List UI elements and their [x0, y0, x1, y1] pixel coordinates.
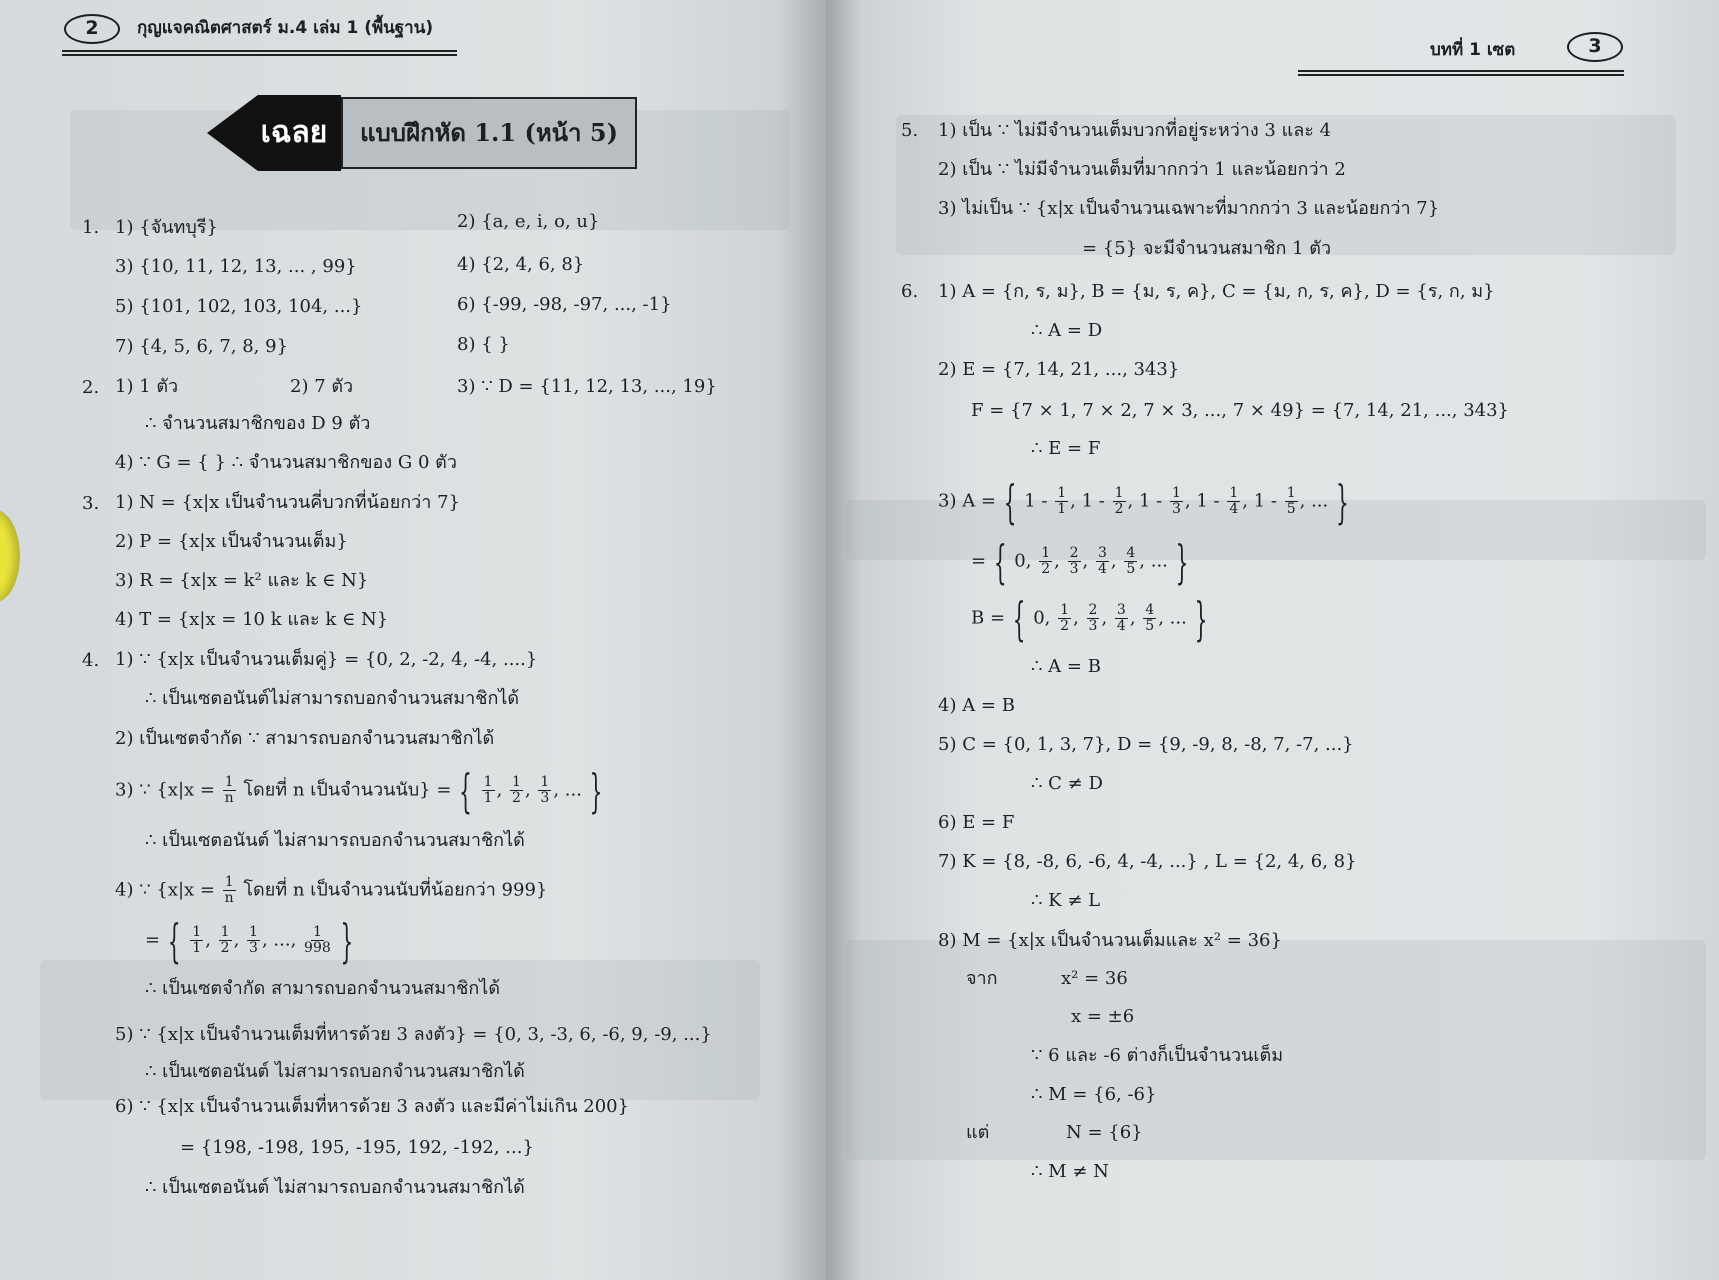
fraction-den: 5 [1145, 618, 1155, 634]
answer-line: ∴ M = {6, -6} [1031, 1084, 1157, 1105]
fraction [1115, 603, 1128, 634]
fraction [219, 925, 232, 956]
fraction-den: 4 [1229, 501, 1239, 517]
fraction-den: 3 [249, 940, 258, 956]
ellipsis: ... [1150, 550, 1168, 572]
answer-line: 3) A = { 1 - $\frac{1}{1}$ , 1 - $\frac{1}{2}$ , 1 - $\frac{1}{3}$ , 1 - $\frac{1}{4}$ , 1 - $\frac{1}{5}$ , ... } [938, 473, 1349, 530]
fraction [1285, 486, 1298, 517]
answer-line: ∴ เป็นเซตอนันต์ ไม่สามารถบอกจำนวนสมาชิกได้ [145, 1061, 525, 1082]
right-page [826, 0, 1719, 1280]
expr-text: 1 - [1081, 490, 1105, 512]
expr-text: 1 - [1196, 490, 1220, 512]
expr-text: โดยที่ n เป็นจำนวนนับ} = [243, 779, 452, 801]
running-head: กุญแจคณิตศาสตร์ ม.4 เล่ม 1 (พื้นฐาน) [137, 18, 434, 38]
fraction-den: 4 [1116, 618, 1126, 634]
expr-text: 4) ∵ {x|x = [115, 879, 215, 901]
answer-line: 1) ∵ {x|x เป็นจำนวนเต็มคู่} = {0, 2, -2, 4, -4, ....} [115, 649, 538, 670]
fraction-num: 1 [1060, 602, 1070, 618]
answer-line: 4) T = {x|x = 10 k และ k ∈ N} [115, 609, 389, 630]
fraction-den: 998 [304, 940, 331, 956]
answer-line: F = {7 × 1, 7 × 2, 7 × 3, ..., 7 × 49} = {7, 14, 21, ..., 343} [971, 400, 1510, 421]
answer-line: จาก [966, 968, 998, 989]
answer-line: 2) E = {7, 14, 21, ..., 343} [938, 359, 1180, 380]
fraction [223, 875, 236, 906]
fraction-den: 2 [512, 790, 521, 806]
answer-line: 2) {a, e, i, o, u} [457, 211, 600, 232]
answer-line: 2) เป็น ∵ ไม่มีจำนวนเต็มที่มากกว่า 1 และน้อยกว่า 2 [938, 159, 1346, 180]
answer-line: 7) {4, 5, 6, 7, 8, 9} [115, 336, 289, 357]
brace-right: } [1175, 533, 1189, 590]
answer-line: ∴ เป็นเซตอนันต์ ไม่สามารถบอกจำนวนสมาชิกได้ [145, 1177, 525, 1198]
answer-line: x² = 36 [1061, 968, 1128, 989]
answer-line: = {198, -198, 195, -195, 192, -192, ...} [180, 1137, 534, 1158]
brace-left: { [993, 533, 1007, 590]
answer-line: ∴ จำนวนสมาชิกของ D 9 ตัว [145, 413, 371, 434]
fraction-den: 3 [540, 790, 550, 806]
brace-right: } [1194, 590, 1208, 647]
expr-text: 3) A = [938, 490, 996, 512]
brace-left: { [167, 912, 181, 969]
answer-line: 5) C = {0, 1, 3, 7}, D = {9, -9, 8, -8, 7, -7, ...} [938, 734, 1354, 755]
banner-title: แบบฝึกหัด 1.1 (หน้า 5) [341, 97, 637, 169]
fraction-num: 1 [1286, 485, 1296, 501]
answer-line: 8) M = {x|x เป็นจำนวนเต็มและ x² = 36} [938, 930, 1282, 951]
expr-text: 1 - [1138, 490, 1163, 512]
expr-text: = [971, 550, 987, 572]
answer-line: 4) {2, 4, 6, 8} [457, 254, 585, 275]
answer-line: x = ±6 [1071, 1006, 1135, 1027]
answer-line: 3) {10, 11, 12, 13, ... , 99} [115, 256, 357, 277]
answer-line: 1) เป็น ∵ ไม่มีจำนวนเต็มบวกที่อยู่ระหว่าง 3 และ 4 [938, 120, 1332, 141]
fraction-num: 1 [512, 774, 521, 790]
header-rule [62, 50, 457, 56]
fraction-den: 2 [220, 940, 230, 956]
fraction-num: 1 [1229, 485, 1239, 501]
answer-line: ∴ เป็นเซตอนันต์ไม่สามารถบอกจำนวนสมาชิกได้ [145, 688, 520, 709]
fraction [1143, 603, 1156, 634]
fraction-num: 1 [1041, 545, 1051, 561]
fraction-den: 2 [1114, 501, 1124, 517]
ellipsis: ... [564, 779, 582, 801]
fraction-den: n [224, 790, 234, 806]
answer-line: ∴ K ≠ L [1031, 890, 1101, 911]
fraction-den: n [224, 890, 234, 906]
brace-right: } [340, 912, 354, 969]
brace-left: { [459, 762, 472, 819]
answer-line: 3) ∵ D = {11, 12, 13, ..., 19} [457, 376, 717, 397]
left-page [0, 0, 826, 1280]
answer-line: 6) E = F [938, 812, 1015, 833]
fraction-den: 3 [1088, 618, 1098, 634]
fraction-num: 2 [1088, 602, 1098, 618]
fraction-num: 3 [1097, 545, 1107, 561]
answer-line: 2) P = {x|x เป็นจำนวนเต็ม} [115, 531, 348, 552]
fraction-num: 1 [540, 774, 550, 790]
fraction-num: 1 [312, 924, 322, 940]
fraction [1113, 486, 1126, 517]
page-number: 2 [64, 14, 120, 44]
expr-text: 3) ∵ {x|x = [115, 779, 215, 801]
paper-clip [0, 510, 20, 602]
answer-line: ∴ M ≠ N [1031, 1161, 1109, 1182]
answer-line: ∴ เป็นเซตจำกัด สามารถบอกจำนวนสมาชิกได้ [145, 978, 501, 999]
fraction-num: 1 [483, 774, 493, 790]
page-number: 3 [1567, 32, 1623, 62]
fraction-num: 1 [224, 774, 234, 790]
brace-right: } [1335, 473, 1349, 530]
answer-line: 4) A = B [938, 695, 1015, 716]
fraction-den: 5 [1286, 501, 1296, 517]
fraction-num: 4 [1145, 602, 1155, 618]
fraction [1124, 546, 1137, 577]
answer-line: ∴ เป็นเซตอนันต์ ไม่สามารถบอกจำนวนสมาชิกได้ [145, 830, 525, 851]
answer-line: = { 0, $\frac{1}{2}$ , $\frac{2}{3}$ , $\frac{3}{4}$ , $\frac{4}{5}$ , ... } [971, 533, 1189, 590]
ellipsis: ... [273, 929, 291, 951]
answer-line: = { $\frac{1}{1}$ , $\frac{1}{2}$ , $\frac{1}{3}$ , ..., $\frac{1}{998}$ } [145, 912, 354, 969]
fraction [1039, 546, 1052, 577]
fraction-num: 3 [1116, 602, 1126, 618]
answer-line: = {5} จะมีจำนวนสมาชิก 1 ตัว [1082, 238, 1332, 259]
answer-line: 1) {จันทบุรี} [115, 217, 218, 238]
fraction-num: 2 [1069, 545, 1079, 561]
answer-line: 1) 1 ตัว [115, 376, 179, 397]
ellipsis: ... [1169, 607, 1187, 629]
item-number: 5. [901, 120, 919, 141]
fraction [510, 775, 523, 806]
fraction [1055, 486, 1068, 517]
answer-line: ∴ A = D [1031, 320, 1103, 341]
fraction [482, 775, 495, 806]
fraction-den: 1 [483, 790, 493, 806]
answer-line: 2) 7 ตัว [290, 376, 354, 397]
answer-line: 4) ∵ G = { } ∴ จำนวนสมาชิกของ G 0 ตัว [115, 452, 457, 473]
fraction [247, 925, 260, 956]
expr-text: B = [971, 607, 1006, 629]
brace-right: } [589, 762, 603, 819]
fraction-num: 1 [1114, 485, 1124, 501]
answer-line: 2) เป็นเซตจำกัด ∵ สามารถบอกจำนวนสมาชิกได้ [115, 728, 495, 749]
fraction-den: 5 [1126, 561, 1136, 577]
answer-banner [207, 95, 637, 171]
item-number: 4. [82, 650, 100, 671]
fraction [1170, 486, 1183, 517]
expr-text: 1 - [1024, 490, 1048, 512]
answer-line: ∴ E = F [1031, 438, 1101, 459]
fraction [304, 925, 331, 956]
expr-text: 0, [1033, 607, 1051, 629]
fraction-num: 1 [224, 874, 234, 890]
answer-line: 3) ไม่เป็น ∵ {x|x เป็นจำนวนเฉพาะที่มากกว่า 3 และน้อยกว่า 7} [938, 198, 1440, 219]
fraction-den: 2 [1041, 561, 1051, 577]
answer-line: 6) {-99, -98, -97, ..., -1} [457, 294, 672, 315]
answer-line: 6) ∵ {x|x เป็นจำนวนเต็มที่หารด้วย 3 ลงตัว และมีค่าไม่เกิน 200} [115, 1096, 630, 1117]
item-number: 6. [901, 281, 919, 302]
answer-line: ∴ C ≠ D [1031, 773, 1103, 794]
item-number: 2. [82, 377, 100, 398]
fraction-den: 1 [192, 940, 202, 956]
fraction-num: 1 [249, 924, 258, 940]
banner-tag: เฉลย [260, 115, 328, 150]
answer-line: N = {6} [1066, 1122, 1143, 1143]
fraction-den: 3 [1069, 561, 1079, 577]
fraction-num: 1 [1057, 485, 1067, 501]
fraction-den: 1 [1057, 501, 1067, 517]
fraction [223, 775, 236, 806]
expr-text: = [145, 929, 161, 951]
answer-line: 5) ∵ {x|x เป็นจำนวนเต็มที่หารด้วย 3 ลงตัว} = {0, 3, -3, 6, -6, 9, -9, ...} [115, 1024, 712, 1045]
answer-line: แต่ [966, 1122, 990, 1143]
header-rule [1298, 70, 1624, 76]
ellipsis: ... [1311, 490, 1329, 512]
fraction [190, 925, 203, 956]
brace-left: { [1003, 473, 1017, 530]
fraction-den: 4 [1097, 561, 1107, 577]
fraction [1227, 486, 1240, 517]
fraction [538, 775, 551, 806]
fraction [1058, 603, 1071, 634]
fraction-num: 1 [220, 924, 230, 940]
answer-line [115, 875, 547, 906]
fraction-num: 1 [192, 924, 202, 940]
fraction [1087, 603, 1100, 634]
expr-text: 1 - [1253, 490, 1277, 512]
fraction-num: 4 [1126, 545, 1136, 561]
answer-line: 1) A = {ก, ร, ม}, B = {ม, ร, ค}, C = {ม, ก, ร, ค}, D = {ร, ก, ม} [938, 281, 1495, 302]
answer-line: 3) R = {x|x = k² และ k ∈ N} [115, 570, 369, 591]
answer-line: 1) N = {x|x เป็นจำนวนคี่บวกที่น้อยกว่า 7} [115, 492, 461, 513]
brace-left: { [1012, 590, 1026, 647]
answer-line: 5) {101, 102, 103, 104, ...} [115, 296, 363, 317]
fraction [1096, 546, 1109, 577]
answer-line: 3) ∵ {x|x = $\frac{1}{n}$ โดยที่ n เป็นจำนวนนับ} = { $\frac{1}{1}$ , $\frac{1}{2}$ , $\frac{1}{3}$ , ... } [115, 762, 603, 819]
answer-line: 7) K = {8, -8, 6, -6, 4, -4, ...} , L = {2, 4, 6, 8} [938, 851, 1357, 872]
answer-line: ∴ A = B [1031, 656, 1101, 677]
item-number: 3. [82, 493, 100, 514]
answer-line: 8) { } [457, 334, 510, 355]
fraction-den: 3 [1171, 501, 1181, 517]
answer-line: B = { 0, $\frac{1}{2}$ , $\frac{2}{3}$ , $\frac{3}{4}$ , $\frac{4}{5}$ , ... } [971, 590, 1208, 647]
fraction-num: 1 [1171, 485, 1181, 501]
expr-text: 0, [1014, 550, 1032, 572]
answer-line: ∵ 6 และ -6 ต่างก็เป็นจำนวนเต็ม [1031, 1045, 1284, 1066]
running-head: บทที่ 1 เซต [1430, 40, 1516, 60]
fraction [1068, 546, 1081, 577]
expr-text: โดยที่ n เป็นจำนวนนับที่น้อยกว่า 999} [243, 879, 548, 901]
fraction-den: 2 [1060, 618, 1070, 634]
item-number: 1. [82, 217, 100, 238]
